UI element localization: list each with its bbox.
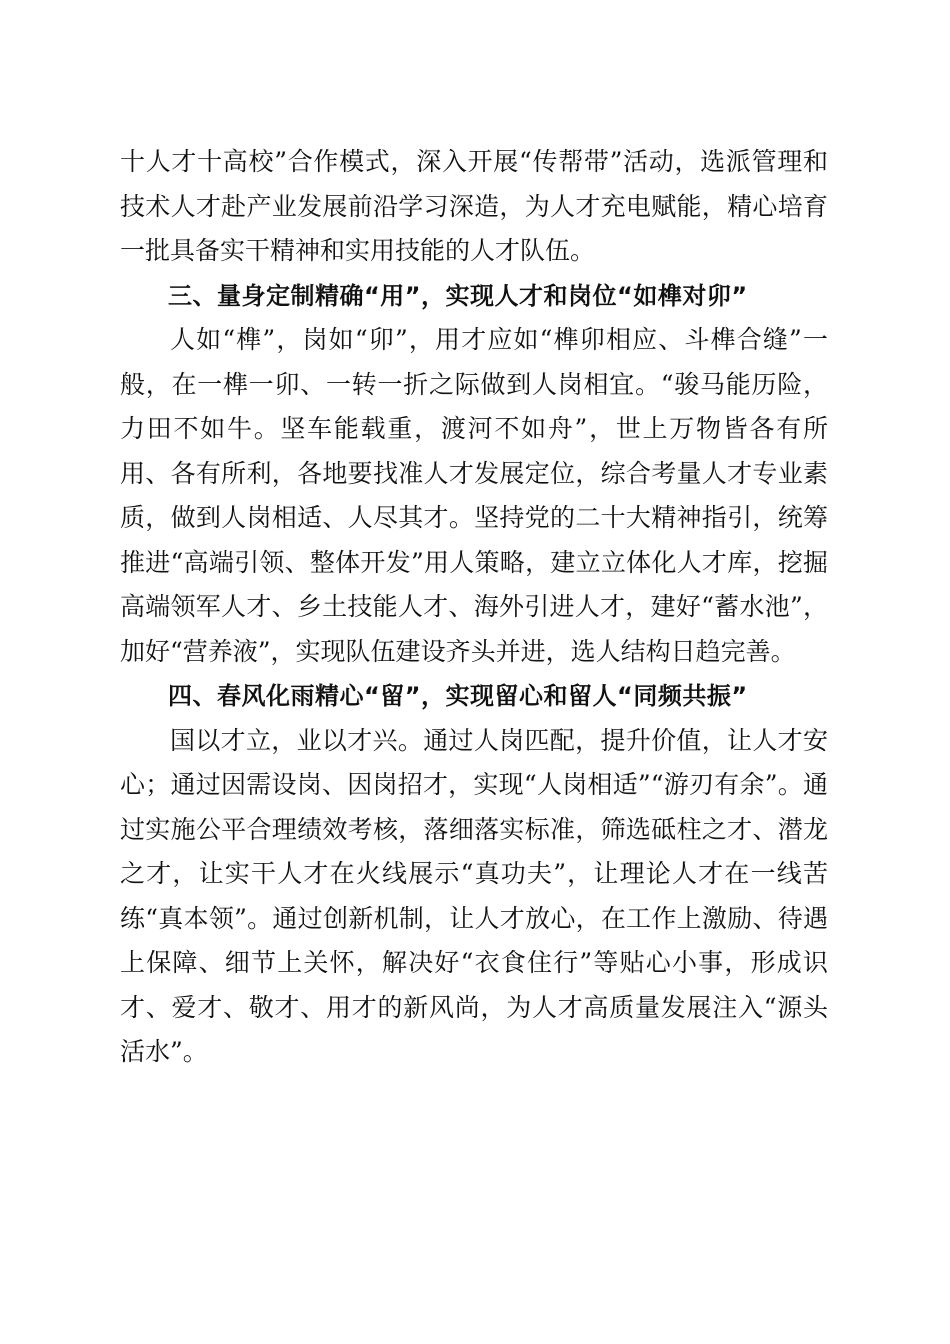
section-heading-4: 四、春风化雨精心“留”，实现留心和留人“同频共振” <box>168 682 748 710</box>
paragraph-section-4: 国以才立，业以才兴。通过人岗匹配，提升价值，让人才安心；通过因需设岗、因岗招才，实现“人岗相适”“游刃有余”。通过实施公平合理绩效考核，落细落实标准，筛选砥柱之才、潜龙之才，让实干人才在火线展示“真功夫”，让理论人才在一线苦练“真本领”。通过创新机制，让人才放心，在工作上激励、待遇上保障、细节上关怀，解决好“衣食住行”等贴心小事，形成识才、爱才、敬才、用才的新风尚，为人才高质量发展注入“源头活水”。 <box>120 725 828 1066</box>
section-heading-3: 三、量身定制精确“用”，实现人才和岗位“如榫对卯” <box>168 281 748 310</box>
document-body <box>120 140 828 1075</box>
paragraph-section-3: 人如“榫”，岗如“卯”，用才应如“榫卯相应、斗榫合缝”一般，在一榫一卯、一转一折之际做到人岗相宜。“骏马能历险，力田不如牛。坚车能载重，渡河不如舟”，世上万物皆各有所用、各有所利，各地要找准人才发展定位，综合考量人才专业素质，做到人岗相适、人尽其才。坚持党的二十大精神指引，统筹推进“高端引领、整体开发”用人策略，建立立体化人才库，挖掘高端领军人才、乡土技能人才、海外引进人才，建好“蓄水池”，加好“营养液”，实现队伍建设齐头并进，选人结构日趋完善。 <box>120 325 828 666</box>
paragraph-continued: 十人才十高校”合作模式，深入开展“传帮带”活动，选派管理和技术人才赴产业发展前沿学习深造，为人才充电赋能，精心培育一批具备实干精神和实用技能的人才队伍。 <box>120 147 828 265</box>
